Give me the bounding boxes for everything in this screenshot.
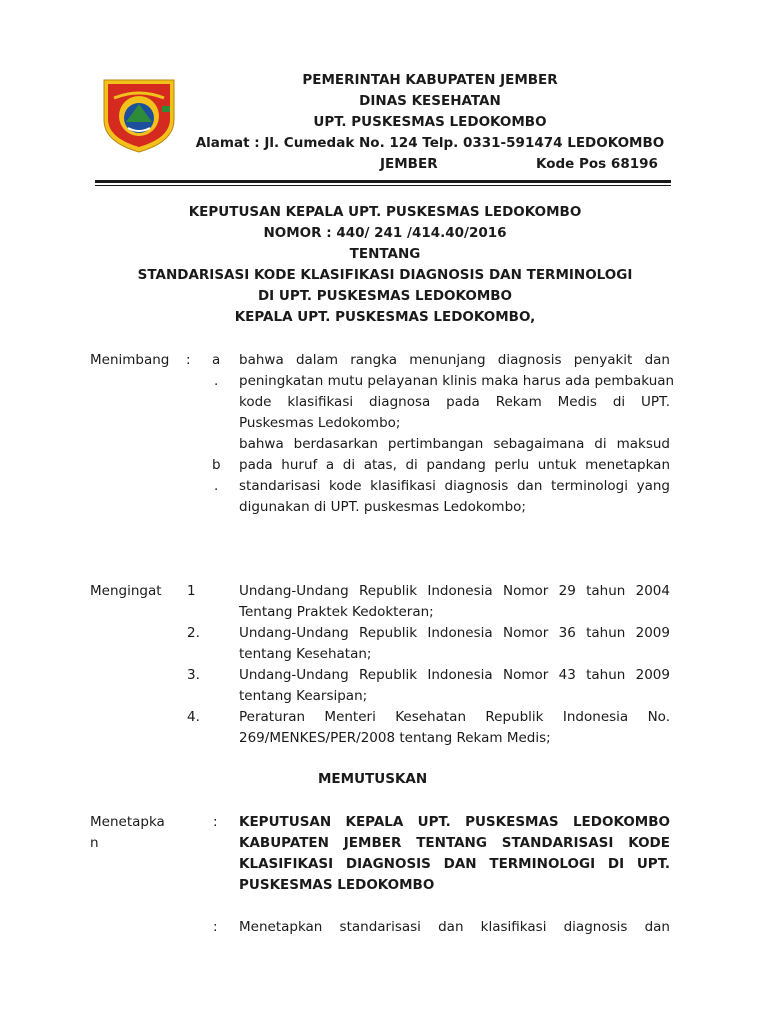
decree-about: TENTANG [349, 246, 421, 262]
menetapkan-line: KABUPATEN JEMBER TENTANG STANDARISASI KODE [239, 835, 670, 851]
header-divider-thin [95, 185, 671, 186]
menimbang-b-line: pada huruf a di atas, di pandang perlu untuk menetapkan [239, 457, 670, 473]
menimbang-item-b-letter: b [212, 457, 221, 473]
menetapkan-colon: : [213, 814, 218, 830]
kabupaten-jember-coat-of-arms-icon [100, 76, 178, 154]
menimbang-b-line: digunakan di UPT. puskesmas Ledokombo; [239, 499, 526, 515]
menimbang-a-line: bahwa dalam rangka menunjang diagnosis penyakit dan [239, 352, 670, 368]
menimbang-item-a-letter: a [212, 352, 221, 368]
header-city: JEMBER [380, 156, 438, 172]
menimbang-a-line: peningkatan mutu pelayanan klinis maka harus ada pembakuan [239, 373, 675, 389]
menetapkan-line: PUSKESMAS LEDOKOMBO [239, 877, 435, 893]
mengingat-item-line: Undang-Undang Republik Indonesia Nomor 43 tahun 2009 [239, 667, 670, 683]
menetapkan-label: Menetapka [90, 814, 165, 830]
menimbang-a-line: kode klasifikasi diagnosa pada Rekam Medis di UPT. [239, 394, 670, 410]
header-government: PEMERINTAH KABUPATEN JEMBER [302, 72, 558, 88]
decree-issuer: KEPALA UPT. PUSKESMAS LEDOKOMBO, [234, 309, 536, 325]
decree-subject-location: DI UPT. PUSKESMAS LEDOKOMBO [257, 288, 513, 304]
mengingat-label: Mengingat [90, 583, 162, 599]
mengingat-item-line: Undang-Undang Republik Indonesia Nomor 36 tahun 2009 [239, 625, 670, 641]
mengingat-item-number: 3. [187, 667, 200, 683]
mengingat-item-number: 4. [187, 709, 200, 725]
menetapkan-line: KLASIFIKASI DIAGNOSIS DAN TERMINOLOGI DI UPT. [239, 856, 670, 872]
menetapkan-line: KEPUTUSAN KEPALA UPT. PUSKESMAS LEDOKOMBO [239, 814, 670, 830]
mengingat-item-line: 269/MENKES/PER/2008 tentang Rekam Medis; [239, 730, 551, 746]
header-postal-code: Kode Pos 68196 [536, 156, 658, 172]
mengingat-item-number: 1 [187, 583, 196, 599]
menetapkan-label-wrap: n [90, 835, 99, 851]
menimbang-b-line: standarisasi kode klasifikasi diagnosis dan terminologi yang [239, 478, 670, 494]
menetapkan-second-line: Menetapkan standarisasi dan klasifikasi diagnosis dan [239, 919, 670, 935]
mengingat-item-line: tentang Kesehatan; [239, 646, 372, 662]
mengingat-item-line: Tentang Praktek Kedokteran; [239, 604, 434, 620]
decree-number: NOMOR : 440/ 241 /414.40/2016 [263, 225, 507, 241]
menimbang-item-b-dot: . [214, 478, 219, 494]
mengingat-item-line: tentang Kearsipan; [239, 688, 368, 704]
header-department: DINAS KESEHATAN [359, 93, 501, 109]
header-address: Alamat : Jl. Cumedak No. 124 Telp. 0331-591474 LEDOKOMBO [195, 135, 665, 151]
memutuskan-heading: MEMUTUSKAN [318, 771, 428, 787]
header-institution: UPT. PUSKESMAS LEDOKOMBO [313, 114, 547, 130]
header-divider-thick [95, 180, 671, 183]
menimbang-b-line: bahwa berdasarkan pertimbangan sebagaimana di maksud [239, 436, 670, 452]
menetapkan-second-colon: : [213, 919, 218, 935]
menimbang-colon: : [186, 352, 191, 368]
menimbang-a-line: Puskesmas Ledokombo; [239, 415, 401, 431]
decree-subject: STANDARISASI KODE KLASIFIKASI DIAGNOSIS DAN TERMINOLOGI [137, 267, 633, 283]
menimbang-item-a-dot: . [214, 373, 219, 389]
decree-title: KEPUTUSAN KEPALA UPT. PUSKESMAS LEDOKOMBO [188, 204, 582, 220]
mengingat-item-line: Undang-Undang Republik Indonesia Nomor 29 tahun 2004 [239, 583, 670, 599]
mengingat-item-number: 2. [187, 625, 200, 641]
menimbang-label: Menimbang [90, 352, 170, 368]
mengingat-item-line: Peraturan Menteri Kesehatan Republik Indonesia No. [239, 709, 670, 725]
